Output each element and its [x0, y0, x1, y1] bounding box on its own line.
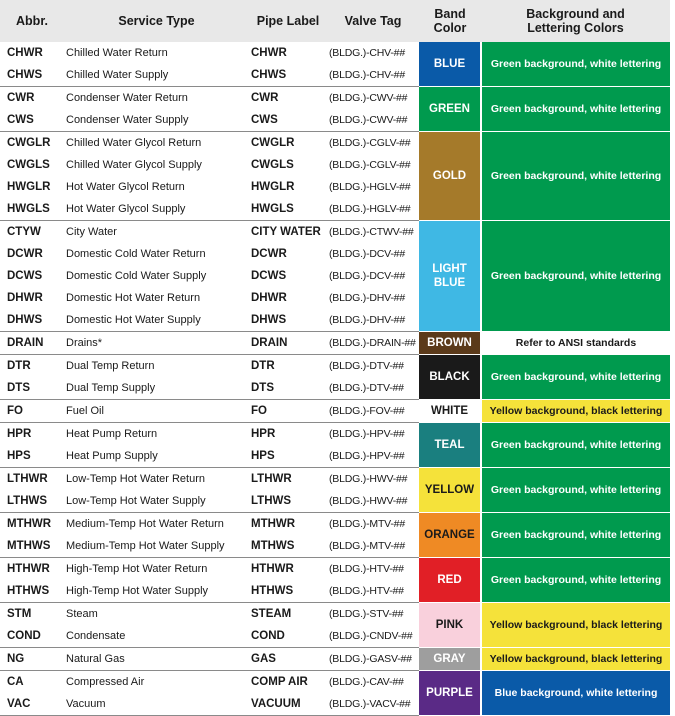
- background-lettering-cell: Green background, white lettering: [481, 468, 670, 513]
- abbr-cell: FO: [0, 400, 64, 423]
- valve-tag-cell: (BLDG.)-HGLV-##: [329, 181, 411, 193]
- pipe-label-cell: FO: [249, 400, 327, 423]
- band-color-swatch: [419, 87, 481, 132]
- valve-tag-cell: (BLDG.)-CWV-##: [329, 92, 408, 104]
- pipe-label-cell: DHWS: [249, 309, 327, 332]
- background-lettering-cell: Yellow background, black lettering: [481, 648, 670, 671]
- header-band-line1: Band: [434, 7, 466, 21]
- background-lettering-cell: Green background, white lettering: [481, 423, 670, 468]
- valve-tag-cell: (BLDG.)-DRAIN-##: [327, 332, 419, 355]
- abbr-cell: COND: [0, 625, 64, 648]
- band-color-name: RED: [437, 574, 462, 586]
- pipe-label-cell: COND: [249, 625, 327, 648]
- header-background-lettering: [481, 0, 670, 42]
- service-type-cell: Domestic Hot Water Supply: [64, 309, 249, 332]
- service-type-cell: Low-Temp Hot Water Return: [66, 473, 205, 485]
- valve-tag-cell: (BLDG.)-CWV-##: [327, 109, 419, 132]
- pipe-label-cell: CWGLS: [251, 159, 294, 171]
- pipe-label-cell: CHWR: [251, 47, 287, 59]
- service-type-cell: Steam: [66, 608, 98, 620]
- abbr-cell: DCWR: [7, 248, 43, 260]
- valve-tag-cell: (BLDG.)-HPV-##: [327, 445, 419, 468]
- band-color-swatch: [419, 423, 481, 468]
- background-lettering-cell: Green background, white lettering: [481, 87, 670, 132]
- valve-tag-cell: (BLDG.)-GASV-##: [327, 648, 419, 671]
- background-lettering-cell: Refer to ANSI standards: [481, 332, 670, 355]
- pipe-label-cell: HTHWR: [251, 563, 294, 575]
- valve-tag-cell: (BLDG.)-VACV-##: [327, 693, 419, 716]
- abbr-cell: HPS: [0, 445, 64, 468]
- service-type-cell: Natural Gas: [64, 648, 249, 671]
- pipe-label-cell: DTR: [251, 360, 275, 372]
- service-type-cell: High-Temp Hot Water Return: [66, 563, 208, 575]
- pipe-label-cell: HWGLS: [249, 198, 327, 221]
- table-row: [0, 332, 670, 355]
- valve-tag-cell: (BLDG.)-CTWV-##: [329, 226, 414, 238]
- pipe-label-cell: HPR: [251, 428, 276, 440]
- service-type-cell: Low-Temp Hot Water Supply: [64, 490, 249, 513]
- table-row: [0, 42, 670, 64]
- service-type-cell: Medium-Temp Hot Water Supply: [64, 535, 249, 558]
- header-pipe-label: Pipe Label: [249, 0, 327, 42]
- background-lettering-cell: Green background, white lettering: [481, 558, 670, 603]
- abbr-cell: NG: [0, 648, 64, 671]
- band-color-swatch: [419, 132, 481, 221]
- table-row: [0, 648, 670, 671]
- pipe-label-cell: CWS: [249, 109, 327, 132]
- background-lettering-cell: Blue background, white lettering: [481, 671, 670, 716]
- abbr-cell: DTS: [0, 377, 64, 400]
- abbr-cell: MTHWS: [0, 535, 64, 558]
- header-band-line2: Color: [433, 21, 467, 35]
- band-color-name: ORANGE: [424, 529, 475, 541]
- background-lettering-cell: Green background, white lettering: [481, 132, 670, 221]
- abbr-cell: HWGLS: [0, 198, 64, 221]
- table-row: [0, 132, 670, 155]
- abbr-cell: LTHWR: [7, 473, 48, 485]
- service-type-cell: Condenser Water Supply: [64, 109, 249, 132]
- abbr-cell: HTHWS: [0, 580, 64, 603]
- valve-tag-cell: (BLDG.)-CNDV-##: [327, 625, 419, 648]
- band-color-name: WHITE: [430, 405, 469, 417]
- valve-tag-cell: (BLDG.)-HTV-##: [327, 580, 419, 603]
- valve-tag-cell: (BLDG.)-CGLV-##: [329, 159, 411, 171]
- valve-tag-cell: (BLDG.)-MTV-##: [327, 535, 419, 558]
- abbr-cell: CHWR: [7, 47, 43, 59]
- abbr-cell: CWR: [7, 92, 35, 104]
- service-type-cell: Dual Temp Supply: [64, 377, 249, 400]
- band-color-name: BROWN: [427, 337, 472, 349]
- abbr-cell: VAC: [0, 693, 64, 716]
- band-color-name: BLUE: [433, 58, 466, 70]
- valve-tag-cell: (BLDG.)-FOV-##: [327, 400, 419, 423]
- band-color-swatch: [419, 513, 481, 558]
- valve-tag-cell: (BLDG.)-HPV-##: [329, 428, 405, 440]
- pipe-label-cell: HPS: [249, 445, 327, 468]
- abbr-cell: CTYW: [7, 226, 41, 238]
- service-type-cell: Chilled Water Supply: [64, 64, 249, 87]
- abbr-cell: STM: [7, 608, 32, 620]
- abbr-cell: HTHWR: [7, 563, 50, 575]
- header-band-color: [419, 0, 481, 42]
- band-color-swatch: [419, 332, 481, 355]
- table-row: [0, 468, 670, 491]
- abbr-cell: CWGLS: [7, 159, 50, 171]
- band-color-name: PINK: [435, 619, 464, 631]
- valve-tag-cell: (BLDG.)-CAV-##: [329, 676, 404, 688]
- band-color-swatch: [419, 558, 481, 603]
- pipe-label-cell: DTS: [249, 377, 327, 400]
- valve-tag-cell: (BLDG.)-DHV-##: [329, 292, 405, 304]
- service-type-cell: Chilled Water Return: [66, 47, 168, 59]
- abbr-cell: CWS: [0, 109, 64, 132]
- table-row: [0, 558, 670, 581]
- service-type-cell: Vacuum: [64, 693, 249, 716]
- service-type-cell: Domestic Cold Water Supply: [66, 270, 207, 282]
- valve-tag-cell: (BLDG.)-DTV-##: [327, 377, 419, 400]
- pipe-label-cell: HTHWS: [249, 580, 327, 603]
- header-abbr: Abbr.: [0, 0, 64, 42]
- pipe-label-cell: CITY WATER: [251, 226, 321, 238]
- band-color-swatch: [419, 355, 481, 400]
- pipe-label-cell: HWGLR: [251, 181, 295, 193]
- band-color-swatch: [419, 671, 481, 716]
- service-type-cell: High-Temp Hot Water Supply: [64, 580, 249, 603]
- abbr-cell: LTHWS: [0, 490, 64, 513]
- valve-tag-cell: (BLDG.)-MTV-##: [329, 518, 405, 530]
- band-color-name: LIGHT: [432, 263, 467, 275]
- pipe-label-cell: LTHWR: [251, 473, 292, 485]
- service-type-cell: Heat Pump Supply: [64, 445, 249, 468]
- pipe-label-cell: CWGLR: [251, 137, 295, 149]
- pipe-label-cell: MTHWS: [249, 535, 327, 558]
- band-color-swatch: [419, 468, 481, 513]
- header-valve-tag: Valve Tag: [327, 0, 419, 42]
- band-color-name: TEAL: [434, 439, 465, 451]
- pipe-label-cell: COMP AIR: [251, 676, 308, 688]
- valve-tag-cell: (BLDG.)-DCV-##: [329, 248, 405, 260]
- table-row: [0, 603, 670, 626]
- valve-tag-cell: (BLDG.)-HWV-##: [327, 490, 419, 513]
- pipe-label-cell: GAS: [249, 648, 327, 671]
- background-lettering-cell: Green background, white lettering: [481, 513, 670, 558]
- band-color-name-line2: BLUE: [433, 277, 466, 289]
- table-row: [0, 355, 670, 378]
- table-row: [0, 87, 670, 110]
- band-color-swatch: [419, 603, 481, 648]
- valve-tag-cell: (BLDG.)-DTV-##: [329, 360, 404, 372]
- abbr-cell: HWGLR: [7, 181, 51, 193]
- valve-tag-cell: (BLDG.)-CHV-##: [329, 47, 405, 59]
- band-color-name: PURPLE: [426, 687, 473, 699]
- pipe-label-cell: DCWS: [251, 270, 287, 282]
- background-lettering-cell: Yellow background, black lettering: [481, 400, 670, 423]
- service-type-cell: Compressed Air: [66, 676, 145, 688]
- service-type-cell: Chilled Water Glycol Return: [66, 137, 202, 149]
- abbr-cell: DHWS: [0, 309, 64, 332]
- service-type-cell: Hot Water Glycol Supply: [64, 198, 249, 221]
- service-type-cell: Domestic Cold Water Return: [66, 248, 206, 260]
- service-type-cell: Medium-Temp Hot Water Return: [66, 518, 224, 530]
- pipe-label-cell: CHWS: [249, 64, 327, 87]
- abbr-cell: DRAIN: [0, 332, 64, 355]
- band-color-swatch: [419, 42, 481, 87]
- service-type-cell: Condensate: [64, 625, 249, 648]
- valve-tag-cell: (BLDG.)-STV-##: [329, 608, 404, 620]
- service-type-cell: Condenser Water Return: [66, 92, 188, 104]
- table-body: [0, 42, 670, 716]
- band-color-name: BLACK: [429, 371, 470, 383]
- band-color-name: GOLD: [432, 170, 467, 182]
- table-row: [0, 671, 670, 694]
- service-type-cell: Drains*: [64, 332, 249, 355]
- header-bg-line1: Background and: [526, 7, 625, 21]
- service-type-cell: Hot Water Glycol Return: [66, 181, 185, 193]
- pipe-label-cell: LTHWS: [249, 490, 327, 513]
- service-type-cell: City Water: [66, 226, 117, 238]
- header-service-type: Service Type: [64, 0, 249, 42]
- valve-tag-cell: (BLDG.)-HTV-##: [329, 563, 404, 575]
- band-color-swatch: [419, 400, 481, 423]
- pipe-label-cell: DCWR: [251, 248, 287, 260]
- valve-tag-cell: (BLDG.)-DHV-##: [327, 309, 419, 332]
- pipe-label-cell: DHWR: [251, 292, 287, 304]
- background-lettering-cell: Yellow background, black lettering: [481, 603, 670, 648]
- abbr-cell: MTHWR: [7, 518, 52, 530]
- service-type-cell: Heat Pump Return: [66, 428, 158, 440]
- service-type-cell: Domestic Hot Water Return: [66, 292, 201, 304]
- valve-tag-cell: (BLDG.)-HGLV-##: [327, 198, 419, 221]
- service-type-cell: Fuel Oil: [64, 400, 249, 423]
- valve-tag-cell: (BLDG.)-CGLV-##: [329, 137, 411, 149]
- abbr-cell: HPR: [7, 428, 32, 440]
- table-header-row: [0, 0, 670, 42]
- background-lettering-cell: Green background, white lettering: [481, 355, 670, 400]
- abbr-cell: DHWR: [7, 292, 43, 304]
- band-color-swatch: [419, 221, 481, 332]
- valve-tag-cell: (BLDG.)-HWV-##: [329, 473, 408, 485]
- table-row: [0, 423, 670, 446]
- table-row: [0, 513, 670, 536]
- pipe-label-cell: VACUUM: [249, 693, 327, 716]
- pipe-label-cell: MTHWR: [251, 518, 296, 530]
- table-row: [0, 400, 670, 423]
- pipe-label-cell: STEAM: [251, 608, 292, 620]
- abbr-cell: CA: [7, 676, 24, 688]
- valve-tag-cell: (BLDG.)-CHV-##: [327, 64, 419, 87]
- abbr-cell: CHWS: [0, 64, 64, 87]
- band-color-swatch: [419, 648, 481, 671]
- band-color-name: GREEN: [429, 103, 470, 115]
- abbr-cell: DTR: [7, 360, 31, 372]
- table-row: [0, 221, 670, 244]
- band-color-name: YELLOW: [424, 484, 475, 496]
- pipe-label-cell: DRAIN: [249, 332, 327, 355]
- valve-tag-cell: (BLDG.)-DCV-##: [329, 270, 405, 282]
- background-lettering-cell: Green background, white lettering: [481, 221, 670, 332]
- background-lettering-cell: Green background, white lettering: [481, 42, 670, 87]
- pipe-label-cell: CWR: [251, 92, 279, 104]
- abbr-cell: CWGLR: [7, 137, 51, 149]
- abbr-cell: DCWS: [7, 270, 43, 282]
- header-bg-line2: Lettering Colors: [527, 21, 624, 35]
- band-color-name: GRAY: [433, 653, 466, 665]
- service-type-cell: Dual Temp Return: [66, 360, 155, 372]
- service-type-cell: Chilled Water Glycol Supply: [66, 159, 202, 171]
